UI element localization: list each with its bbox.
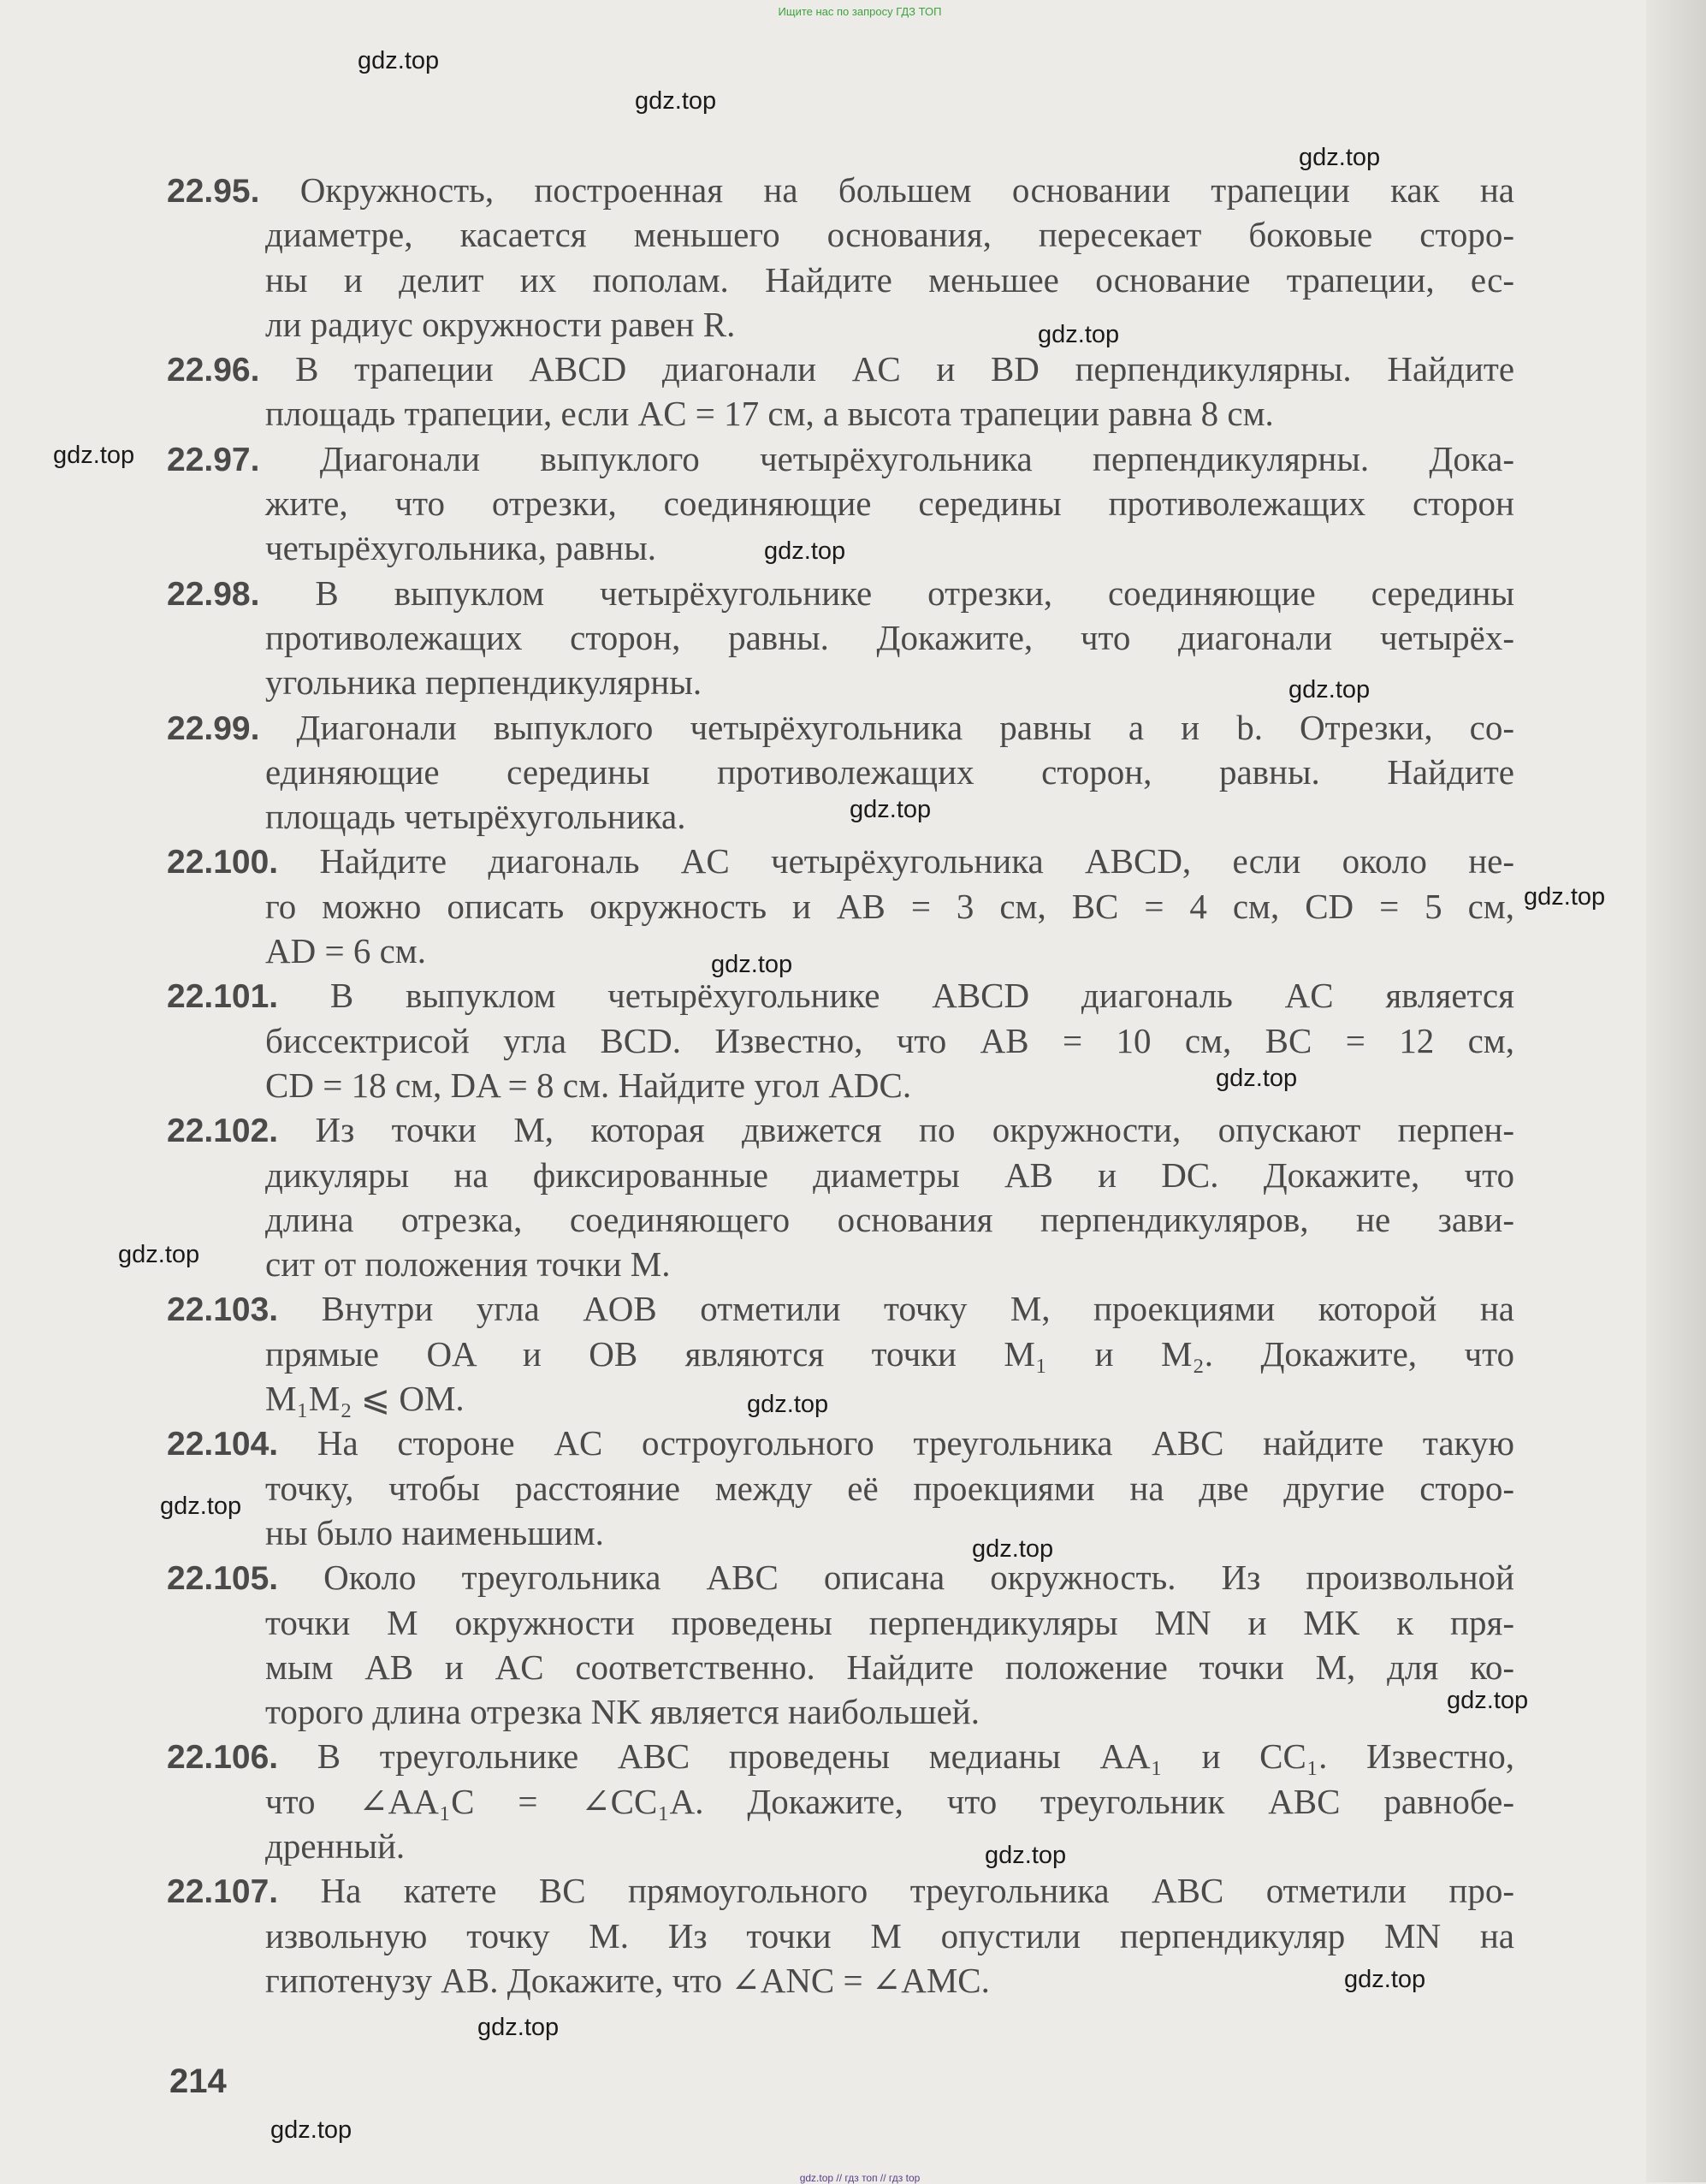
problem-text: Около треугольника ABC описана окружность. Из произвольной [323, 1558, 1514, 1598]
watermark: gdz.top [711, 951, 793, 978]
watermark: gdz.top [160, 1493, 242, 1520]
watermark: gdz.top [1447, 1687, 1529, 1714]
problem-line [167, 1018, 1514, 1063]
problem-number: 22.97. [167, 441, 260, 478]
problem-text: CD = 18 см, DA = 8 см. Найдите угол ADC. [265, 1065, 912, 1105]
problem-text: Диагонали выпуклого четырёхугольника равны a и b. Отрезки, со- [296, 707, 1514, 747]
problem-line [167, 436, 1514, 481]
problem-line [167, 1107, 1514, 1152]
problem-line [167, 212, 1514, 257]
problem-text: дренный. [265, 1825, 406, 1866]
problem-number: 22.99. [167, 709, 260, 747]
watermark: gdz.top [270, 2116, 352, 2144]
problem-text: что ∠AA₁C = ∠CC₁A. Докажите, что треугольник ABC равнобе- [265, 1781, 1514, 1821]
watermark: gdz.top [747, 1391, 829, 1418]
watermark: gdz.top [850, 796, 932, 823]
problem-text: дикуляры на фиксированные диаметры AB и DC. Докажите, что [265, 1154, 1514, 1195]
problem-line [167, 347, 1514, 391]
problem-line [167, 1063, 1514, 1107]
problem-text: В выпуклом четырёхугольнике отрезки, соединяющие середины [315, 573, 1514, 613]
watermark: gdz.top [53, 442, 135, 469]
problem-item [167, 1107, 1514, 1286]
problem-line [167, 571, 1514, 615]
problem-text: В выпуклом четырёхугольнике ABCD диагональ AC является [329, 976, 1514, 1016]
watermark: gdz.top [1038, 321, 1120, 348]
problem-item [167, 1734, 1514, 1868]
watermark: gdz.top [1524, 883, 1606, 911]
problem-item [167, 973, 1514, 1107]
problem-text: Из точки M, которая движется по окружности, опускают перпен- [315, 1110, 1514, 1150]
problem-line [167, 1734, 1514, 1778]
problem-number: 22.104. [167, 1426, 279, 1463]
problem-text: Окружность, построенная на большем основании трапеции как на [299, 170, 1514, 210]
watermark: gdz.top [1344, 1966, 1426, 1993]
problem-text: На стороне AC остроугольного треугольника ABC найдите такую [317, 1423, 1514, 1463]
watermark: gdz.top [1288, 676, 1371, 703]
problem-list [167, 168, 1514, 2003]
problem-line [167, 1555, 1514, 1599]
problem-number: 22.96. [167, 352, 260, 389]
problem-text: AD = 6 см. [265, 931, 426, 971]
problem-line [167, 1510, 1514, 1555]
problem-item [167, 168, 1514, 347]
problem-number: 22.102. [167, 1113, 279, 1150]
problem-text: биссектрисой угла BCD. Известно, что AB = 10 см, BC = 12 см, [265, 1020, 1514, 1060]
problem-line [167, 1600, 1514, 1645]
problem-line [167, 705, 1514, 750]
problem-line [167, 1332, 1514, 1376]
watermark: gdz.top [477, 2014, 560, 2041]
problem-line [167, 258, 1514, 302]
problem-text: ны было наименьшим. [265, 1512, 604, 1552]
problem-number: 22.100. [167, 844, 279, 881]
watermark: gdz.top [972, 1535, 1054, 1563]
page-number: 214 [169, 2062, 227, 2100]
problem-text: торого длина отрезка NK является наибольшей. [265, 1692, 980, 1732]
problem-line [167, 884, 1514, 929]
problem-text: длина отрезка, соединяющего основания перпендикуляров, не зави- [265, 1199, 1514, 1239]
problem-text: Найдите диагональ AC четырёхугольника ABCD, если около не- [319, 841, 1514, 881]
page-edge-shadow [1646, 0, 1706, 2182]
watermark: gdz.top [1216, 1065, 1298, 1092]
problem-text: Внутри угла AOB отметили точку M, проекциями которой на [321, 1289, 1514, 1329]
problem-line [167, 839, 1514, 883]
watermark: gdz.top [635, 87, 717, 115]
problem-text: На катете BC прямоугольного треугольника ABC отметили про- [320, 1871, 1514, 1911]
problem-number: 22.95. [167, 173, 260, 210]
problem-line [167, 794, 1514, 839]
problem-item [167, 1421, 1514, 1555]
problem-text: диаметре, касается меньшего основания, пересекает боковые сторо- [265, 215, 1514, 255]
problem-line [167, 929, 1514, 973]
problem-item [167, 1868, 1514, 2003]
problem-line [167, 1868, 1514, 1913]
problem-line [167, 481, 1514, 525]
problem-line [167, 615, 1514, 660]
watermark: gdz.top [1299, 144, 1381, 171]
problem-number: 22.103. [167, 1291, 279, 1329]
problem-text: противолежащих сторон, равны. Докажите, что диагонали четырёх- [265, 617, 1514, 657]
problem-number: 22.98. [167, 575, 260, 613]
problem-line [167, 1689, 1514, 1734]
watermark: gdz.top [358, 47, 440, 74]
problem-text: мым AB и AC соответственно. Найдите положение точки M, для ко- [265, 1647, 1514, 1687]
footer-banner: gdz.top // гдз топ // гдз top [799, 2172, 921, 2184]
problem-number: 22.106. [167, 1739, 279, 1777]
watermark: gdz.top [985, 1842, 1067, 1869]
problem-line [167, 1421, 1514, 1465]
problem-text: извольную точку M. Из точки M опустили перпендикуляр MN на [265, 1915, 1514, 1956]
problem-number: 22.101. [167, 978, 279, 1016]
problem-line [167, 1286, 1514, 1331]
problem-line [167, 1242, 1514, 1286]
problem-line [167, 1376, 1514, 1421]
header-banner: Ищите нас по запросу ГДЗ ТОП [778, 5, 942, 18]
problem-number: 22.107. [167, 1873, 279, 1911]
problem-text: гипотенузу AB. Докажите, что ∠ANC = ∠AMC. [265, 1960, 990, 2000]
problem-text: ны и делит их пополам. Найдите меньшее основание трапеции, ес- [265, 259, 1514, 300]
problem-item [167, 1286, 1514, 1421]
problem-line [167, 973, 1514, 1018]
problem-line [167, 1153, 1514, 1197]
problem-text: Диагонали выпуклого четырёхугольника перпендикулярны. Дока- [319, 438, 1514, 478]
problem-text: ли радиус окружности равен R. [265, 304, 736, 344]
problem-item [167, 1555, 1514, 1734]
problem-line [167, 1466, 1514, 1510]
problem-item [167, 705, 1514, 840]
problem-line [167, 1958, 1514, 2003]
problem-line [167, 168, 1514, 212]
problem-line [167, 750, 1514, 794]
problem-text: го можно описать окружность и AB = 3 см, BC = 4 см, CD = 5 см, [265, 886, 1514, 926]
problem-text: прямые OA и OB являются точки M₁ и M₂. Докажите, что [265, 1333, 1514, 1374]
problem-text: В трапеции ABCD диагонали AC и BD перпендикулярны. Найдите [295, 349, 1514, 389]
problem-text: четырёхугольника, равны. [265, 528, 657, 568]
problem-number: 22.105. [167, 1560, 279, 1598]
problem-text: M₁M₂ ⩽ OM. [265, 1379, 465, 1419]
watermark: gdz.top [118, 1241, 200, 1268]
problem-line [167, 391, 1514, 436]
problem-item [167, 347, 1514, 436]
problem-text: жите, что отрезки, соединяющие середины противолежащих сторон [265, 484, 1514, 524]
problem-line [167, 302, 1514, 347]
problem-text: В треугольнике ABC проведены медианы AA₁ и CC₁. Известно, [317, 1736, 1514, 1777]
problem-text: площадь четырёхугольника. [265, 797, 686, 837]
problem-line [167, 1197, 1514, 1242]
problem-text: угольника перпендикулярны. [265, 662, 702, 703]
problem-line [167, 1824, 1514, 1868]
problem-item [167, 839, 1514, 973]
problem-text: единяющие середины противолежащих сторон, равны. Найдите [265, 751, 1514, 792]
problem-text: сит от положения точки M. [265, 1244, 671, 1285]
watermark: gdz.top [764, 537, 846, 565]
problem-text: точки M окружности проведены перпендикуляры MN и MK к пря- [265, 1602, 1514, 1642]
problem-line [167, 1645, 1514, 1689]
problem-line [167, 1779, 1514, 1824]
problem-text: точку, чтобы расстояние между её проекциями на две другие сторо- [265, 1468, 1514, 1508]
problem-text: площадь трапеции, если AC = 17 см, а высота трапеции равна 8 см. [265, 394, 1274, 434]
problem-line [167, 1914, 1514, 1958]
